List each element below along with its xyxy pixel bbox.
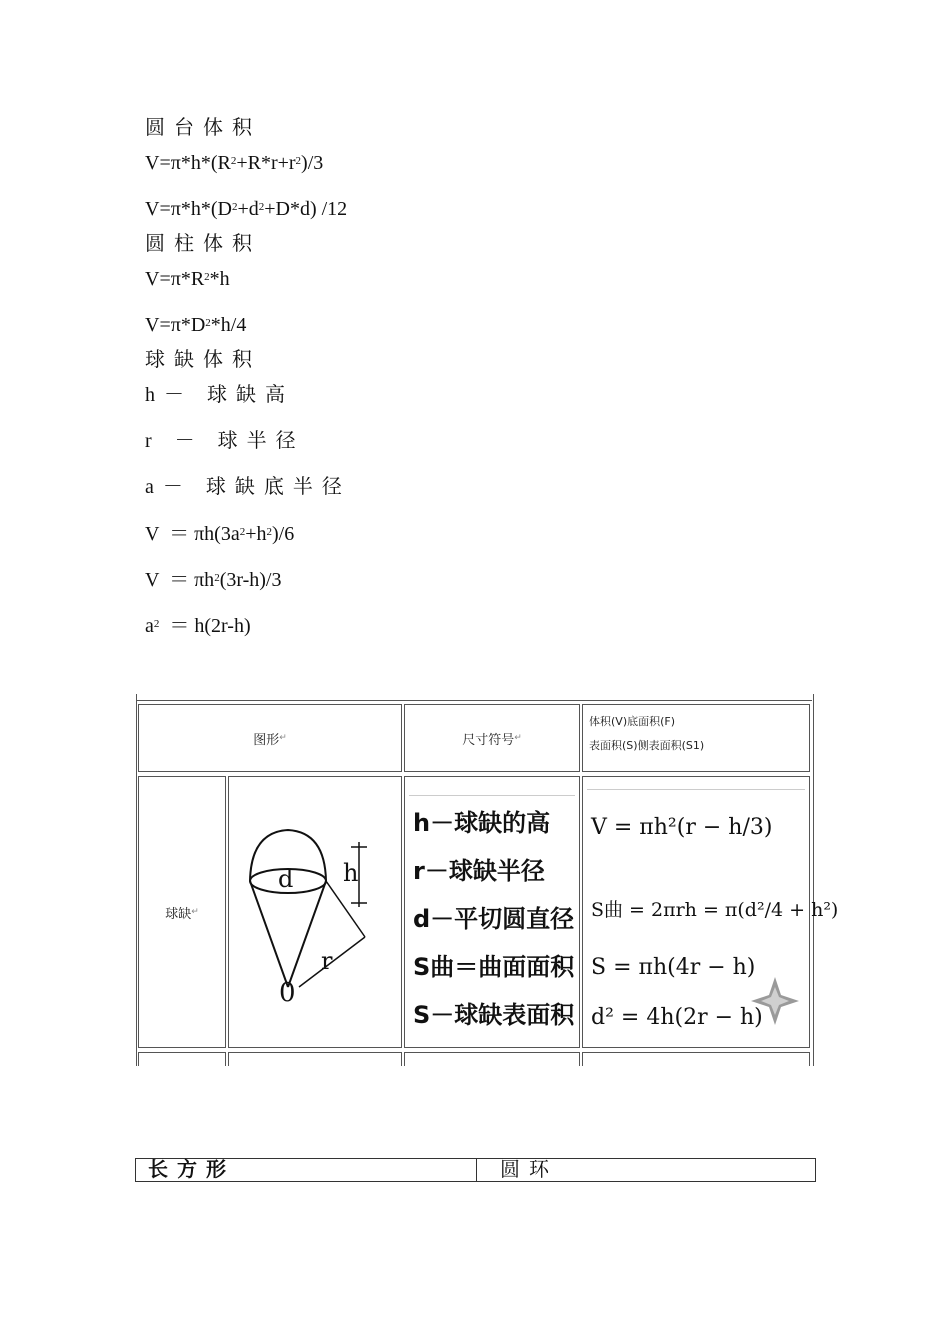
segment-table-image	[136, 694, 839, 1066]
row-label-segment: 球缺 ↵	[138, 776, 226, 1048]
shapes-table	[135, 1158, 816, 1182]
header-formula-line2: 表面积(S)侧表面积(S1)	[589, 739, 705, 752]
def-h: h－ 球缺高	[145, 384, 294, 406]
table-top-rule	[136, 700, 812, 701]
formulas-cell	[582, 776, 839, 1048]
watermark-star-icon	[749, 975, 801, 1027]
label-h: h	[343, 859, 359, 887]
next-row-cell-1	[138, 1052, 226, 1066]
heading-frustum-volume: 圆台体积	[145, 117, 261, 139]
label-o: 0	[279, 978, 296, 1008]
symbols-list	[413, 799, 574, 1039]
next-row-cell-3	[404, 1052, 580, 1066]
figure-cell	[228, 776, 402, 1048]
def-r: r － 球半径	[145, 430, 305, 452]
heading-cylinder-volume: 圆柱体积	[145, 233, 261, 255]
heading-segment-volume: 球缺体积	[145, 349, 261, 371]
formula-cylinder-r: $V=\pi*R^2*h$	[145, 268, 230, 290]
formula-frustum-d: $V=\pi*h*(D^2+d^2+D*d)$ /12	[145, 198, 348, 220]
formulas-rule	[587, 789, 805, 790]
formula-frustum-r: $V=\pi*h*(R^2+R*r+r^2)/3$	[145, 152, 324, 174]
symbol-s-curved: S曲＝曲面面积	[413, 953, 575, 981]
formula-cylinder-d: $V=\pi*D^2*h/4$	[145, 314, 247, 336]
formula-volume: V = πh²(r − h/3)	[591, 815, 773, 840]
symbol-h: h－球缺的高	[413, 809, 551, 837]
cone-left	[250, 881, 288, 987]
header-symbols: 尺寸符号 ↵	[404, 704, 580, 772]
spherical-segment-diagram	[229, 777, 401, 1047]
formula-surface-area: S = πh(4r − h)	[591, 955, 756, 980]
next-row-cell-4	[582, 1052, 810, 1066]
formula-a-squared: $a^2 = h(2r-h)$	[145, 615, 251, 637]
label-r: r	[321, 947, 333, 975]
symbols-rule	[409, 795, 575, 796]
formula-segment-a: $V = \pi h(3a^2+h^2)/6$	[145, 523, 295, 545]
cell-annulus: 圆环	[500, 1159, 558, 1181]
header-figure: 图形 ↵	[138, 704, 402, 772]
formula-segment-r: $V = \pi h^2(3r-h)/3$	[145, 569, 282, 591]
symbol-d: d－平切圆直径	[413, 905, 575, 933]
header-formulas	[582, 704, 810, 772]
header-formula-line1: 体积(V)底面积(F)	[589, 715, 676, 728]
next-row-cell-2	[228, 1052, 402, 1066]
symbol-s: S－球缺表面积	[413, 1001, 575, 1029]
label-d: d	[278, 865, 294, 893]
symbol-r: r－球缺半径	[413, 857, 545, 885]
cell-rectangle: 长方形	[148, 1159, 235, 1181]
formula-curved-area: S曲 = 2πrh = π(d²/4 + h²)	[591, 899, 839, 921]
symbols-cell	[404, 776, 580, 1048]
formula-d-squared: d² = 4h(2r − h)	[591, 1005, 763, 1030]
def-a: a－ 球缺底半径	[145, 476, 351, 498]
